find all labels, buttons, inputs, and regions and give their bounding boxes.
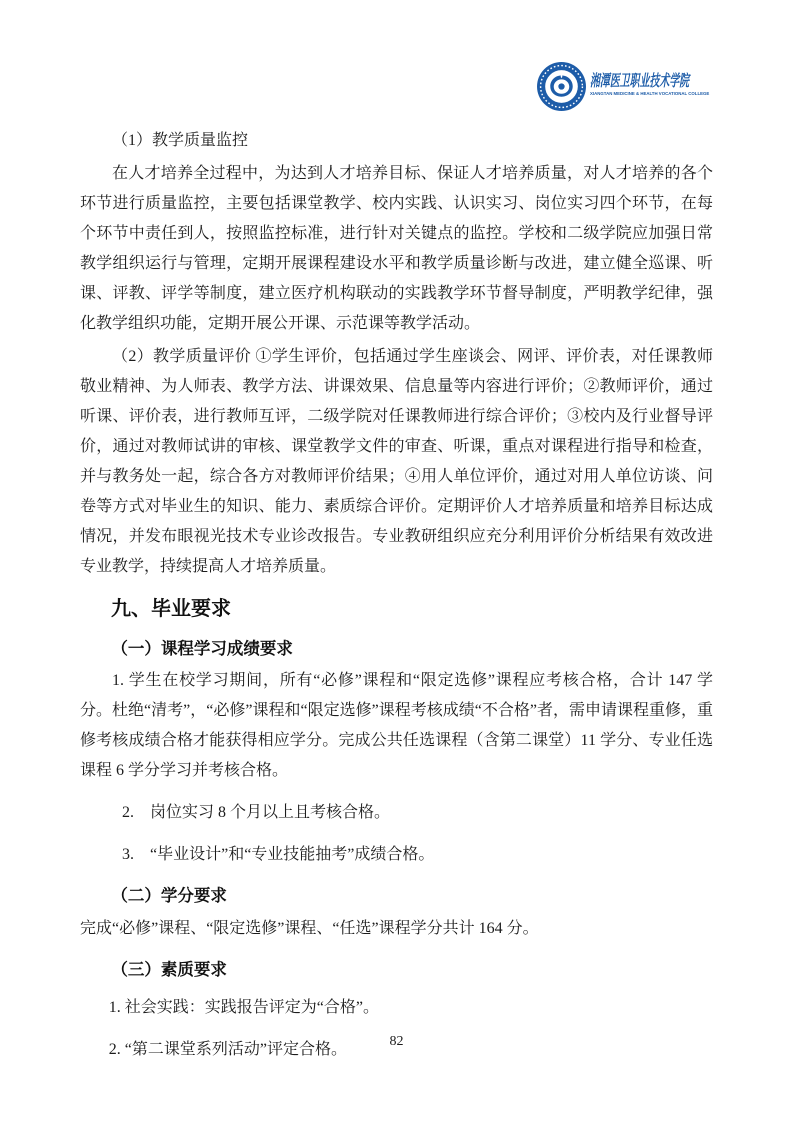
subsection-heading-quality: （三）素质要求 bbox=[111, 961, 227, 979]
page-number: 82 bbox=[389, 1034, 404, 1049]
subsection-heading-course-scores: （一）课程学习成绩要求 bbox=[111, 640, 293, 658]
course-scores-item-1: 1. 学生在校学习期间，所有“必修”课程和“限定选修”课程应考核合格，合计 147 学分。杜绝“清考”，“必修”课程和“限定选修”课程考核成绩“不合格”者，需申请课程重修，重修考核成绩合格才能获得相应学分。完成公共任选课程（含第二课堂）11 学分、专业任选课程 6 学分学习并考核合格。 bbox=[80, 672, 713, 779]
section-heading-graduation-requirements: 九、毕业要求 bbox=[111, 598, 231, 620]
quality-eval-paragraph: （2）教学质量评价 ①学生评价，包括通过学生座谈会、网评、评价表，对任课教师敬业精神、为人师表、教学方法、讲课效果、信息量等内容进行评价；②教师评价，通过听课、评价表，进行教师互评，二级学院对任课教师进行综合评价；③校内及行业督导评价，通过对教师试讲的审核、课堂教学文件的审查、听课，重点对课程进行指导和检查，并与教务处一起，综合各方对教师评价结果；④用人单位评价，通过对用人单位访谈、问卷等方式对毕业生的知识、能力、素质综合评价。定期评价人才培养质量和培养目标达成情况，并发布眼视光技术专业诊改报告。专业教研组织应充分利用评价分析结果有效改进专业教学，持续提高人才培养质量。 bbox=[80, 348, 713, 575]
credits-requirement-text: 完成“必修”课程、“限定选修”课程、“任选”课程学分共计 164 分。 bbox=[80, 920, 539, 937]
quality-requirement-item-1: 1. 社会实践：实践报告评定为“合格”。 bbox=[108, 999, 380, 1016]
course-scores-item-2: 2. 岗位实习 8 个月以上且考核合格。 bbox=[122, 804, 391, 821]
college-logo bbox=[536, 61, 782, 112]
college-name-block bbox=[590, 74, 782, 99]
college-emblem-icon bbox=[536, 61, 587, 112]
course-scores-item-3: 3. “毕业设计”和“专业技能抽考”成绩合格。 bbox=[122, 846, 435, 863]
quality-requirement-item-2: 2. “第二课堂系列活动”评定合格。 bbox=[108, 1041, 348, 1058]
document-content bbox=[80, 126, 713, 1077]
quality-monitor-heading: （1）教学质量监控 bbox=[112, 132, 249, 149]
college-name-zh: 湘潭医卫职业技术学院 bbox=[590, 73, 690, 90]
college-name-en: XIANGTAN MEDICINE & HEALTH VOCATIONAL COLLEGE bbox=[590, 92, 710, 97]
subsection-heading-credits: （二）学分要求 bbox=[111, 887, 227, 905]
quality-monitor-paragraph: 在人才培养全过程中，为达到人才培养目标、保证人才培养质量，对人才培养的各个环节进行质量监控，主要包括课堂教学、校内实践、认识实习、岗位实习四个环节，在每个环节中责任到人，按照监控标准，进行针对关键点的监控。学校和二级学院应加强日常教学组织运行与管理，定期开展课程建设水平和教学质量诊断与改进，建立健全巡课、听课、评教、评学等制度，建立医疗机构联动的实践教学环节督导制度，严明教学纪律，强化教学组织功能，定期开展公开课、示范课等教学活动。 bbox=[80, 165, 713, 332]
